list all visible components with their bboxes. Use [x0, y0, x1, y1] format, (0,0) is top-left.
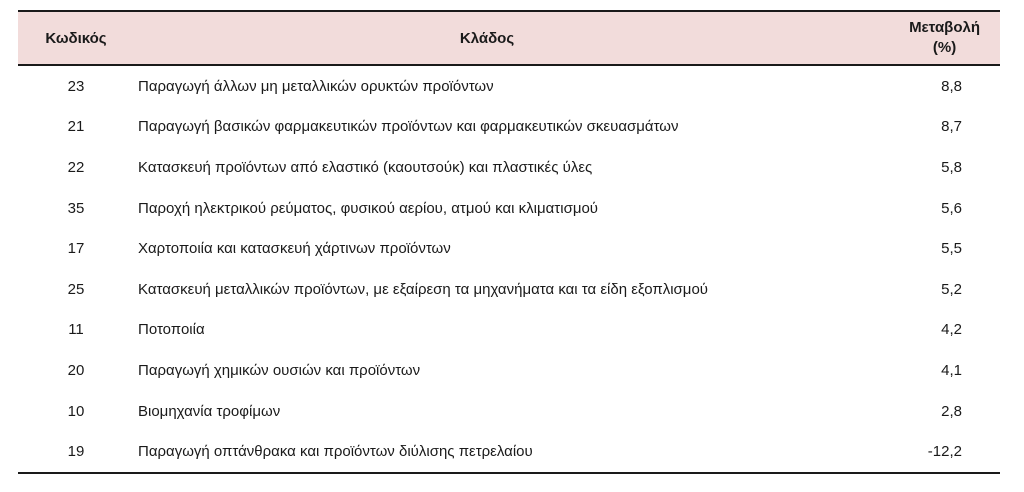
header-change-line2: (%) [932, 39, 957, 56]
row-code: 19 [18, 431, 134, 473]
row-sector: Χαρτοποιία και κατασκευή χάρτινων προϊόντων [138, 240, 451, 258]
row-sector: Κατασκευή μεταλλικών προϊόντων, με εξαίρεση τα μηχανήματα και τα είδη εξοπλισμού [138, 280, 708, 298]
row-change: 5,5 [941, 240, 962, 258]
row-sector: Βιομηχανία τροφίμων [138, 402, 281, 420]
table-row [18, 147, 1000, 188]
header-change-label [909, 18, 980, 58]
row-sector: Ποτοποιία [138, 321, 205, 339]
row-change: -12,2 [840, 431, 1000, 473]
table-row [18, 391, 1000, 432]
row-sector: Παραγωγή χημικών ουσιών και προϊόντων [138, 361, 421, 379]
row-change: 5,2 [941, 280, 962, 298]
header-row [18, 11, 1000, 65]
row-code: 10 [67, 402, 85, 420]
row-sector: Παραγωγή άλλων μη μεταλλικών ορυκτών προϊόντων [138, 77, 494, 95]
row-code: 11 [68, 321, 84, 339]
table-header [18, 11, 1000, 65]
table-row [18, 431, 1000, 473]
row-code: 25 [67, 280, 85, 298]
row-change: 4,2 [941, 321, 962, 339]
header-change-line1: Μεταβολή [909, 19, 980, 36]
row-code: 20 [67, 361, 85, 379]
row-change: 5,8 [941, 158, 962, 176]
row-sector: Κατασκευή προϊόντων από ελαστικό (καουτσούκ) και πλαστικές ύλες [138, 158, 593, 176]
sector-change-table-container [18, 10, 1000, 474]
row-code: 35 [67, 199, 85, 217]
table-row [18, 269, 1000, 310]
table-row [18, 310, 1000, 351]
row-change: 8,7 [941, 118, 962, 136]
header-change [840, 11, 1000, 65]
row-sector: Παροχή ηλεκτρικού ρεύματος, φυσικού αερίου, ατμού και κλιματισμού [138, 199, 599, 217]
table-row [18, 228, 1000, 269]
row-change: 4,1 [941, 361, 962, 379]
row-sector: Παραγωγή οπτάνθρακα και προϊόντων διύλισης πετρελαίου [134, 431, 840, 473]
row-code: 22 [67, 158, 85, 176]
header-code: Κωδικός [18, 11, 134, 65]
row-sector: Παραγωγή βασικών φαρμακευτικών προϊόντων και φαρμακευτικών σκευασμάτων [138, 118, 679, 136]
sector-change-table [18, 10, 1000, 474]
row-code: 17 [67, 240, 85, 258]
row-change: 2,8 [941, 402, 962, 420]
table-row [18, 350, 1000, 391]
row-code: 21 [67, 118, 85, 136]
row-code: 23 [67, 77, 85, 95]
table-row [18, 65, 1000, 107]
table-body [18, 65, 1000, 473]
header-sector: Κλάδος [134, 11, 840, 65]
row-change: 5,6 [941, 199, 962, 217]
table-row [18, 107, 1000, 148]
table-row [18, 188, 1000, 229]
row-change: 8,8 [941, 77, 962, 95]
